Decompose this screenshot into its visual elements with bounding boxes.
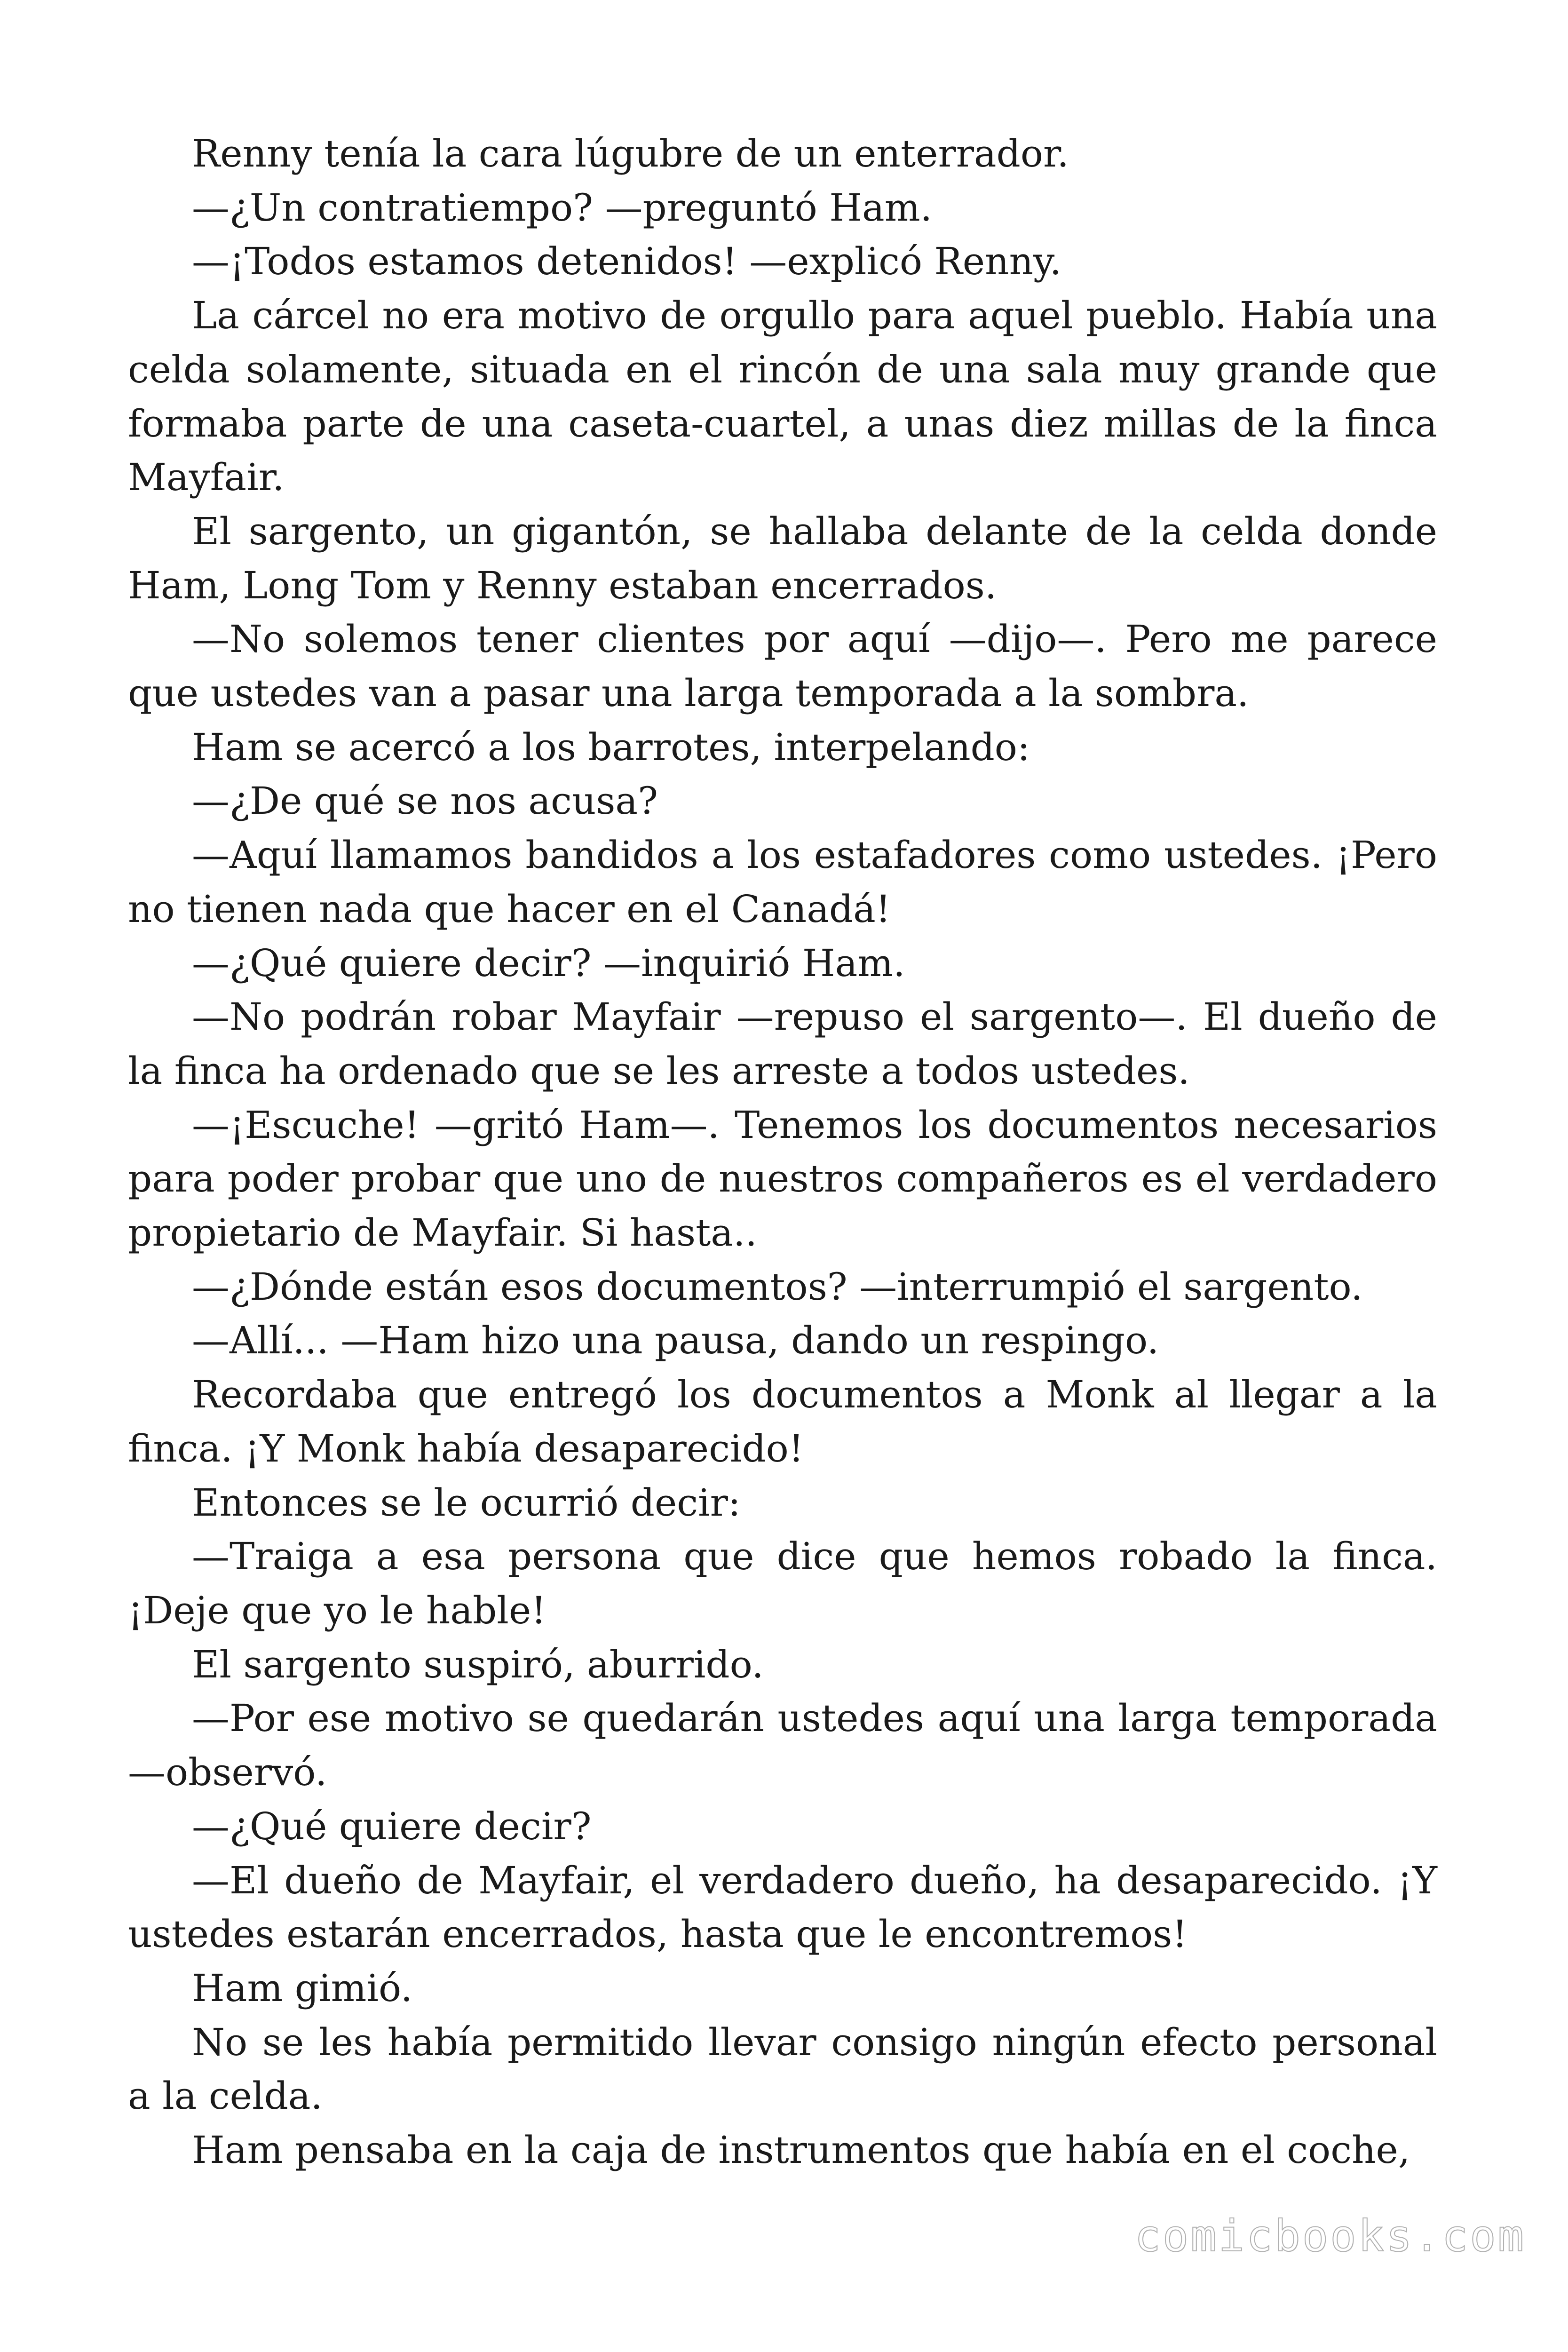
paragraph: —No podrán robar Mayfair —repuso el sargento—. El dueño de la finca ha ordenado que se les arreste a todos ustedes. (128, 995, 1437, 1093)
paragraph: —¿Qué quiere decir? —inquirió Ham. (192, 941, 905, 985)
watermark: comicbooks.com (1134, 2211, 1526, 2261)
paragraph: El sargento, un gigantón, se hallaba delante de la celda donde Ham, Long Tom y Renny estaban encerrados. (128, 509, 1437, 607)
paragraph: Ham se acercó a los barrotes, interpelando: (192, 725, 1030, 769)
paragraph: Recordaba que entregó los documentos a Monk al llegar a la finca. ¡Y Monk había desaparecido! (128, 1373, 1437, 1470)
paragraph: —Aquí llamamos bandidos a los estafadores como ustedes. ¡Pero no tienen nada que hacer en el Canadá! (128, 833, 1437, 931)
paragraph: —¿Qué quiere decir? (192, 1804, 592, 1848)
paragraph: La cárcel no era motivo de orgullo para aquel pueblo. Había una celda solamente, situada en el rincón de una sala muy grande que formaba parte de una caseta-cuartel, a unas diez millas de la finca Mayfair. (128, 294, 1437, 500)
paragraph: —Allí... —Ham hizo una pausa, dando un respingo. (192, 1319, 1159, 1363)
paragraph: —El dueño de Mayfair, el verdadero dueño, ha desaparecido. ¡Y ustedes estarán encerrados, hasta que le encontremos! (128, 1858, 1437, 1956)
paragraph: —Traiga a esa persona que dice que hemos robado la finca. ¡Deje que yo le hable! (128, 1534, 1437, 1632)
paragraph: —¡Escuche! —gritó Ham—. Tenemos los documentos necesarios para poder probar que uno de nuestros compañeros es el verdadero propietario de Mayfair. Si hasta.. (128, 1103, 1437, 1255)
paragraph: —Por ese motivo se quedarán ustedes aquí una larga temporada —observó. (128, 1696, 1437, 1795)
paragraph: —No solemos tener clientes por aquí —dijo—. Pero me parece que ustedes van a pasar una larga temporada a la sombra. (128, 617, 1437, 715)
paragraph: —¿Un contratiempo? —preguntó Ham. (192, 185, 933, 230)
body-text (128, 127, 1437, 2177)
paragraph: —¿Dónde están esos documentos? —interrumpió el sargento. (192, 1264, 1363, 1309)
paragraph: Ham gimió. (192, 1966, 413, 2010)
paragraph: —¿De qué se nos acusa? (192, 779, 658, 823)
paragraph: El sargento suspiró, aburrido. (192, 1642, 764, 1686)
paragraph: Ham pensaba en la caja de instrumentos que había en el coche, (192, 2128, 1410, 2172)
paragraph: Entonces se le ocurrió decir: (192, 1480, 741, 1525)
paragraph: —¡Todos estamos detenidos! —explicó Renny. (192, 239, 1062, 284)
paragraph: Renny tenía la cara lúgubre de un enterrador. (192, 132, 1069, 175)
paragraph: No se les había permitido llevar consigo ningún efecto personal a la celda. (128, 2020, 1437, 2118)
